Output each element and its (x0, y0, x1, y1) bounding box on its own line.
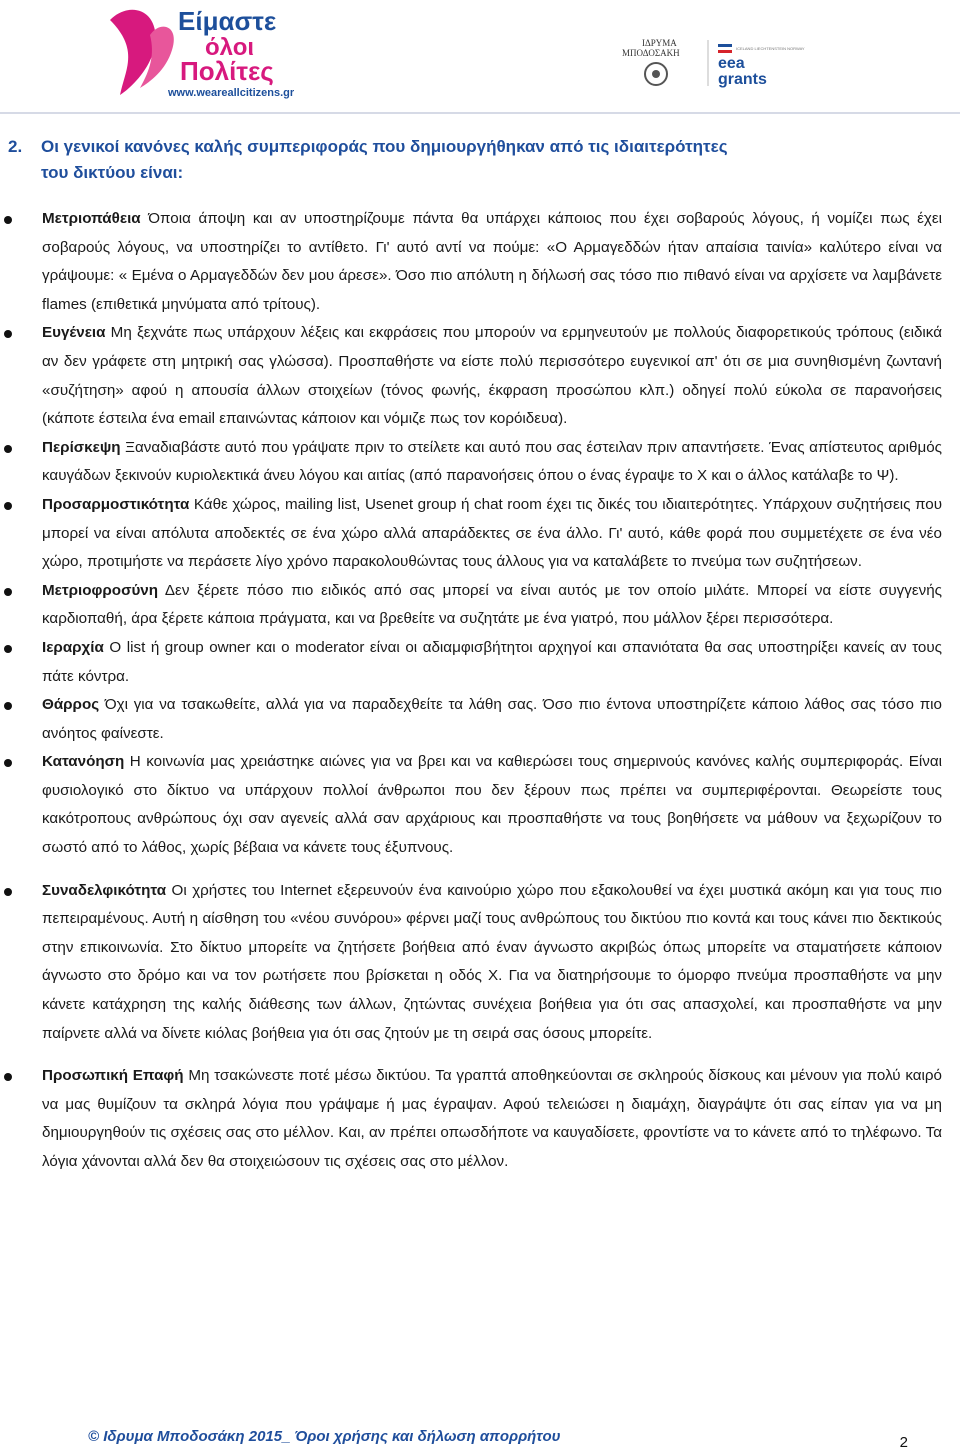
item-term: Προσαρμοστικότητα (42, 495, 190, 513)
page-footer (88, 1428, 918, 1452)
list-item (0, 1062, 942, 1176)
section-heading (8, 134, 958, 186)
item-text: Μη τσακώνεστε ποτέ μέσω δικτύου. Τα γραπτά αποθηκεύονται σε σκληρούς δίσκους και μένουν για πολύ καιρό να μας θυμίζουν τα σκληρά λόγια που γράψαμε ή μας έγραψαν. Αφού τελειώσει η διαμάχη, διαγράψτε ότι σας είπαν για να μη δημιουργηθούν τις σχέσεις σας στο μέλλον. Και, αν πρέπει οπωσδήποτε να καυγαδίσετε, φροντίστε να το κάνετε από το τηλέφωνο. Τα λόγια χάνονται αλλά δεν θα στοιχειώσουν τις σχέσεις σας στο μέλλον. (42, 1067, 942, 1170)
sponsor-logos (620, 36, 820, 88)
footer-text: © Ιδρυμα Μποδοσάκη 2015_ Όροι χρήσης και δήλωση απορρήτου (88, 1428, 561, 1445)
list-item (0, 877, 942, 1049)
list-item (0, 491, 942, 577)
item-text: Δεν ξέρετε πόσο πιο ειδικός από σας μπορεί να είναι αυτός με τον οποίο μιλάτε. Μπορεί να είστε συγγενής καρδιοπαθή, άρα ξέρετε κάποια πράγματα, και να βρεθείτε να συζητάτε με ένα γιατρό, που μάλλον ξέρει περισσότερα. (42, 581, 942, 628)
logo-line-3: Πολίτες (180, 56, 274, 86)
bullet-icon (4, 445, 12, 453)
bullet-icon (4, 330, 12, 338)
item-term: Συναδελφικότητα (42, 881, 167, 899)
bullet-icon (4, 888, 12, 896)
header-divider (0, 112, 960, 114)
item-text: Μη ξεχνάτε πως υπάρχουν λέξεις και εκφράσεις που μπορούν να ερμηνευτούν με πολλούς διαφορετικούς τρόπους (ειδικά αν δεν γράφετε στη μητρική σας γλώσσα). Προσπαθήστε να είστε πολύ περισσότερο ευγενικοί απ' ότι σε μια συνηθισμένη ζωντανή «συζήτηση» αφού η απουσία άλλων στοιχείων (τόνος φωνής, έκφραση προσώπου κλπ.) οδηγεί πολύ εύκολα σε παρανοήσεις (κάποτε έστειλα ένα email επαινώντας κάποιον και νόμιζε πως τον κορόιδευα). (42, 324, 942, 428)
item-term: Ευγένεια (42, 324, 106, 342)
logo-line-2: όλοι (205, 34, 255, 61)
item-term: Μετριοφροσύνη (42, 581, 159, 599)
bullet-icon (4, 588, 12, 596)
item-term: Μετριοπάθεια (42, 210, 141, 227)
foundation-name-line-1: ΙΔΡΥΜΑ (642, 38, 677, 48)
page-number: 2 (899, 1434, 908, 1451)
eea-text-line-2: grants (718, 71, 767, 88)
item-text: Όποια άποψη και αν υποστηρίζουμε πάντα θα υπάρχει κάποιος που έχει σοβαρούς λόγους, ή νομίζει πως έχει σοβαρούς λόγους, να υποστηρίζει το αντίθετο. Γι' αυτό αντί να πούμε: «Ο Αρμαγεδδών ήταν απαίσια ταινία» καλύτερο είναι να γράψουμε: « Εμένα ο Αρμαγεδδών δεν μου άρεσε». Όσο πιο απόλυτη η δήλωσή σας τόσο πιο πιθανό είναι να αρχίσετε να λαμβάνετε flames (επιθετικά μηνύματα από τρίτους). (42, 210, 942, 313)
item-term: Θάρρος (42, 696, 100, 714)
item-term: Κατανόηση (42, 753, 125, 771)
section-heading-line-1: Οι γενικοί κανόνες καλής συμπεριφοράς που δημιουργήθηκαν από τις ιδιαιτερότητες (41, 137, 728, 156)
item-text: Οι χρήστες του Internet εξερευνούν ένα καινούριο χώρο που εξακολουθεί να έχει μυστικά ακόμη και για τους πιο πεπειραμένους. Αυτή η αίσθηση του «νέου συνόρου» φέρνει μαζί τους ανθρώπους του δικτύου πιο κοντά και τους κάνει πιο δεκτικούς στην επικοινωνία. Στο δίκτυο μπορείτε να ζητήσετε βοήθεια από έναν άγνωστο ακριβώς όπως μπορείτε να σταματήσετε κάποιον άγνωστο στο δρόμο και να τον ρωτήσετε που βρίσκεται η οδός Χ. Για να διατηρήσουμε το όμορφο πνεύμα προσπαθήστε να μην κάνετε κατάχρηση της καλής διάθεσης των άλλων, ζητώντας συνέχεια βοήθεια για ότι σας απασχολεί, και προσπαθήστε να μην παίρνετε αλλά να δίνετε κιόλας βοήθεια για ότι σας ζητούν με τη σειρά σας όσους μπορείτε. (42, 881, 942, 1042)
list-item (0, 205, 942, 319)
list-item (0, 634, 942, 691)
list-item (0, 319, 942, 433)
bullet-icon (4, 1073, 12, 1081)
item-text: Η κοινωνία μας χρειάστηκε αιώνες για να βρει και να καθιερώσει τους σημερινούς κανόνες καλής συμπεριφοράς. Είναι φυσιολογικό στο δίκτυο να υπάρχουν πολλοί άνθρωποι που δεν ξέρουν πως πρέπει να συμπεριφέρονται. Θεωρείστε τους κακότροπους ανθρώπους όχι σαν αγενείς αλλά σαν αρχάριους και προσπαθήστε να τους βοηθήσετε να μάθουν να ξεχωρίζουν το σωστό από το λάθος, χωρίς βέβαια να κάνετε τους έξυπνους. (42, 753, 942, 857)
bullet-icon (4, 645, 12, 653)
section-number: 2. (8, 137, 23, 156)
bullet-icon (4, 759, 12, 767)
foundation-name-line-2: ΜΠΟΔΟΣΑΚΗ (622, 48, 680, 58)
item-term: Ιεραρχία (42, 638, 104, 656)
bullet-icon (4, 702, 12, 710)
list-item (0, 577, 942, 634)
item-text: Όχι για να τσακωθείτε, αλλά για να παραδεχθείτε τα λάθη σας. Όσο πιο έντονα υποστηρίζετε κάποιο λάθος σας τόσο πιο ανόητος φαίνεστε. (42, 696, 942, 742)
item-term: Προσωπική Επαφή (42, 1067, 184, 1085)
page-header (0, 0, 960, 110)
item-text: Ξαναδιαβάστε αυτό που γράψατε πριν το στείλετε και αυτό που σας έστειλαν πριν απαντήσετε. Ένας απίστευτος αριθμός καυγάδων ξεκινούν κυριολεκτικά άνευ λόγου και αιτίας (από παρανοήσεις όπου ο ένας έγραψε το Χ και ο άλλος κατάλαβε το Ψ). (42, 438, 942, 485)
section-heading-line-2: του δικτύου είναι: (41, 163, 184, 182)
list-item (0, 691, 942, 748)
bullet-icon (4, 216, 12, 224)
eea-text-line-1: eea (718, 55, 745, 72)
item-text: Κάθε χώρος, mailing list, Usenet group ή chat room έχει τις δικές του ιδιαιτερότητες. Υπάρχουν συζητήσεις που μπορεί να είναι απόλυτα αποδεκτές σε ένα χώρο αλλά απαράδεκτες σε ένα άλλο. Γι' αυτό, κάθε φορά που συμμετέχετε σε ένα νέο χώρο, προτιμήστε να περάσετε λίγο χρόνο παρακολουθώντας τους άλλους για να καταλάβετε το πνεύμα των συζητήσεων. (42, 495, 942, 571)
heart-swirl-icon (110, 10, 156, 95)
rules-list (0, 205, 942, 1177)
bullet-icon (4, 502, 12, 510)
eea-flag-bar-red-icon (718, 50, 732, 53)
eea-flag-bar-icon (718, 44, 732, 47)
list-item (0, 434, 942, 491)
logo-url: www.weareallcitizens.gr (168, 87, 295, 99)
foundation-emblem-dot-icon (652, 70, 660, 78)
logo-line-1: Είμαστε (178, 6, 277, 36)
item-text: Ο list ή group owner και ο moderator είναι οι αδιαμφισβήτητοι αρχηγοί και σπανιότατα θα σας υποστηρίξει κανείς αν τους πάτε κόντρα. (42, 638, 942, 685)
item-term: Περίσκεψη (42, 438, 121, 456)
we-are-all-citizens-logo (100, 0, 350, 100)
list-item (0, 748, 942, 862)
eea-countries: ICELAND LIECHTENSTEIN NORWAY (736, 46, 805, 51)
